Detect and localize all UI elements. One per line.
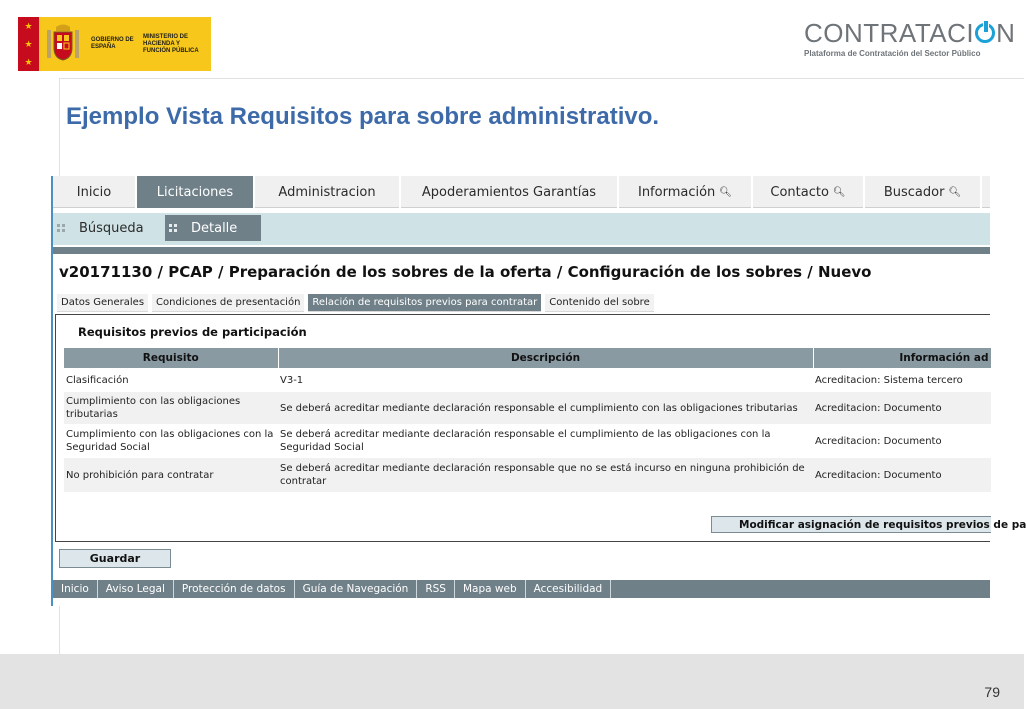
cell-descripcion: Se deberá acreditar mediante declaración responsable que no se está incurso en ninguna prohibición de contratar bbox=[278, 458, 813, 492]
sub-navigation bbox=[53, 213, 990, 245]
grip-icon bbox=[169, 224, 177, 232]
footer-link-mapa-web[interactable]: Mapa web bbox=[455, 580, 526, 598]
column-header-descripcion: Descripción bbox=[278, 348, 813, 368]
header-divider bbox=[60, 78, 1024, 79]
cell-informacion: Acreditacion: Documento bbox=[813, 424, 991, 458]
cell-informacion: Acreditacion: Sistema tercero bbox=[813, 368, 991, 392]
save-button[interactable]: Guardar bbox=[59, 549, 171, 568]
nav-administracion[interactable] bbox=[255, 176, 401, 208]
coat-of-arms-icon bbox=[45, 24, 81, 64]
contratacion-logo bbox=[804, 19, 1014, 58]
table-row[interactable] bbox=[64, 424, 991, 458]
slide-footer-band bbox=[0, 654, 1024, 709]
eu-stars-stripe: ★ ★ ★ bbox=[18, 17, 39, 71]
cell-informacion: Acreditacion: Documento bbox=[813, 392, 991, 424]
nav-buscador[interactable] bbox=[865, 176, 982, 208]
brand-title-right: N bbox=[996, 18, 1016, 48]
cell-descripcion: V3-1 bbox=[278, 368, 813, 392]
table-row[interactable] bbox=[64, 458, 991, 492]
cell-descripcion: Se deberá acreditar mediante declaración responsable el cumplimiento de las obligaciones con la Seguridad Social bbox=[278, 424, 813, 458]
tab-contenido-sobre[interactable]: Contenido del sobre bbox=[545, 294, 653, 312]
nav-label: Información bbox=[637, 184, 716, 200]
table-header-row bbox=[64, 348, 991, 368]
cell-requisito: Cumplimiento con las obligaciones tributarias bbox=[64, 392, 278, 424]
brand-title-left: CONTRATACI bbox=[804, 18, 975, 48]
tab-requisitos[interactable]: Relación de requisitos previos para contratar bbox=[308, 294, 541, 312]
nav-label: Administracion bbox=[278, 184, 376, 200]
nav-label: Inicio bbox=[76, 184, 112, 200]
gobierno-text: GOBIERNO DE ESPAÑA bbox=[91, 37, 134, 50]
brand-subtitle: Plataforma de Contratación del Sector Público bbox=[804, 49, 981, 58]
table-row[interactable] bbox=[64, 368, 991, 392]
table-row[interactable] bbox=[64, 392, 991, 424]
nav-licitaciones[interactable] bbox=[137, 176, 255, 208]
grip-icon bbox=[57, 224, 65, 232]
column-header-informacion: Información ad bbox=[813, 348, 991, 368]
top-navigation bbox=[53, 176, 990, 208]
separator-bar bbox=[53, 247, 990, 254]
subnav-label: Detalle bbox=[191, 220, 238, 236]
footer-links bbox=[53, 580, 990, 598]
nav-contacto[interactable] bbox=[753, 176, 865, 208]
brand-title bbox=[804, 19, 1014, 47]
power-o-icon bbox=[975, 23, 995, 43]
tab-datos-generales[interactable]: Datos Generales bbox=[57, 294, 148, 312]
requisitos-panel bbox=[55, 314, 1026, 542]
panel-title: Requisitos previos de participación bbox=[78, 325, 307, 339]
gobierno-logo bbox=[18, 17, 211, 71]
nav-label: Contacto bbox=[770, 184, 829, 200]
search-icon: 🔍︎ bbox=[832, 186, 846, 198]
modify-requisitos-button[interactable]: Modificar asignación de requisitos previos de pa bbox=[711, 516, 991, 533]
footer-link-guia-navegacion[interactable]: Guía de Navegación bbox=[295, 580, 418, 598]
nav-apoderamientos[interactable] bbox=[401, 176, 619, 208]
subnav-detalle[interactable] bbox=[165, 215, 261, 241]
subnav-label: Búsqueda bbox=[79, 220, 144, 236]
cell-descripcion: Se deberá acreditar mediante declaración responsable el cumplimiento con las obligaciones tributarias bbox=[278, 392, 813, 424]
cell-requisito: Cumplimiento con las obligaciones con la Seguridad Social bbox=[64, 424, 278, 458]
nav-inicio[interactable] bbox=[53, 176, 137, 208]
column-header-requisito: Requisito bbox=[64, 348, 278, 368]
nav-label: Licitaciones bbox=[156, 184, 234, 200]
tab-condiciones[interactable]: Condiciones de presentación bbox=[152, 294, 304, 312]
cell-requisito: Clasificación bbox=[64, 368, 278, 392]
gov-logo-box bbox=[39, 17, 211, 71]
footer-link-rss[interactable]: RSS bbox=[417, 580, 455, 598]
app-screenshot bbox=[51, 176, 1026, 606]
subnav-busqueda[interactable] bbox=[53, 215, 163, 241]
footer-link-inicio[interactable]: Inicio bbox=[53, 580, 98, 598]
requisitos-table bbox=[64, 348, 992, 492]
page-number: 79 bbox=[984, 684, 1000, 700]
tab-bar bbox=[57, 294, 654, 312]
nav-label: Buscador bbox=[883, 184, 945, 200]
ministerio-text: MINISTERIO DE HACIENDA Y FUNCIÓN PÚBLICA bbox=[143, 33, 199, 54]
footer-link-proteccion-datos[interactable]: Protección de datos bbox=[174, 580, 295, 598]
cell-informacion: Acreditacion: Documento bbox=[813, 458, 991, 492]
footer-link-accesibilidad[interactable]: Accesibilidad bbox=[526, 580, 612, 598]
search-icon: 🔍︎ bbox=[948, 186, 962, 198]
cell-requisito: No prohibición para contratar bbox=[64, 458, 278, 492]
nav-informacion[interactable] bbox=[619, 176, 753, 208]
footer-link-aviso-legal[interactable]: Aviso Legal bbox=[98, 580, 174, 598]
search-icon: 🔍︎ bbox=[719, 186, 732, 198]
slide-title: Ejemplo Vista Requisitos para sobre administrativo. bbox=[66, 103, 660, 130]
breadcrumb: v20171130 / PCAP / Preparación de los sobres de la oferta / Configuración de los sobres / Nuevo bbox=[59, 263, 872, 281]
nav-label: Apoderamientos Garantías bbox=[421, 184, 597, 200]
